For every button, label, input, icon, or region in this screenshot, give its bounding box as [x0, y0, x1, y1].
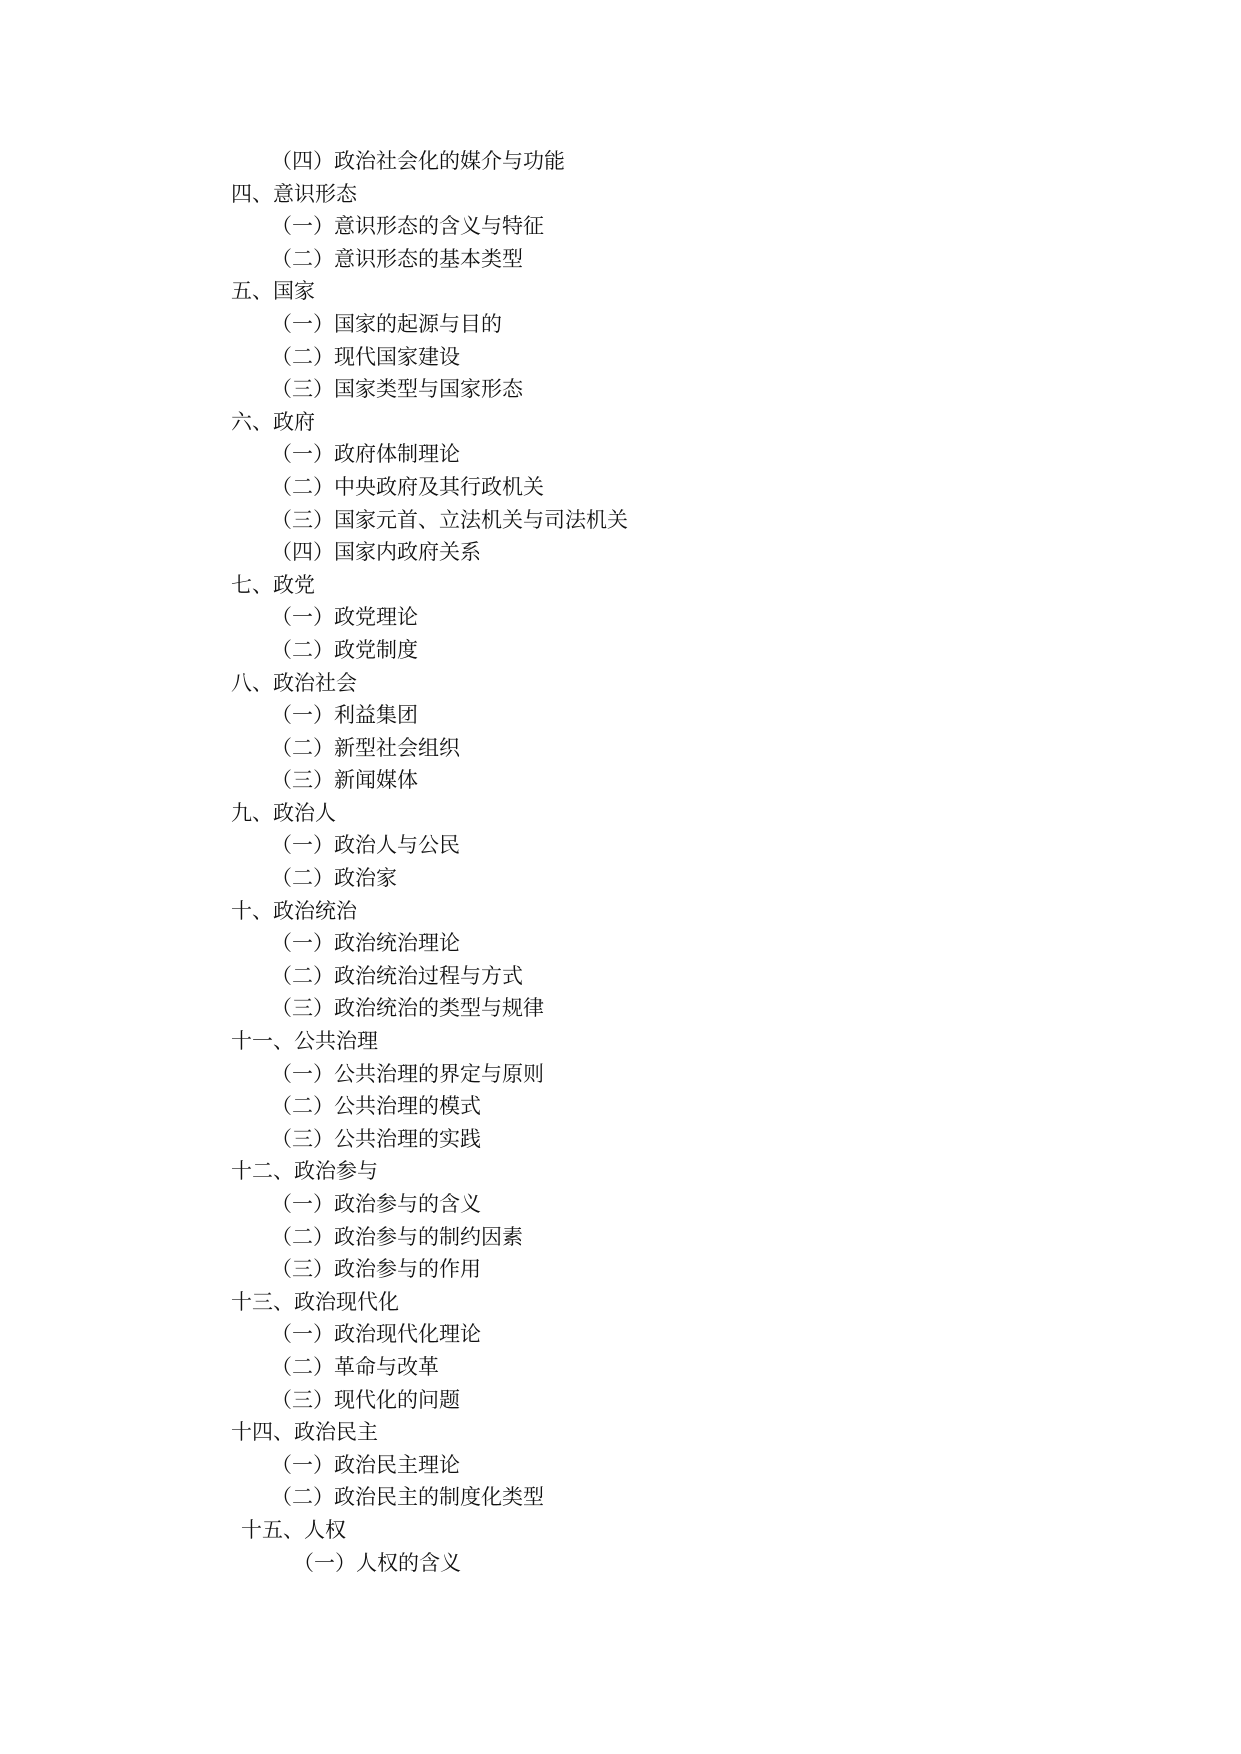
outline-subitem: （二）政治民主的制度化类型	[271, 1485, 544, 1510]
outline-subitem: （一）国家的起源与目的	[271, 311, 502, 336]
outline-subitem: （二）政治参与的制约因素	[271, 1224, 523, 1249]
outline-subitem: （二）政治统治过程与方式	[271, 963, 523, 988]
outline-subitem: （四）政治社会化的媒介与功能	[271, 149, 565, 173]
outline-subitem: （一）政府体制理论	[271, 442, 460, 467]
outline-subitem: （二）革命与改革	[271, 1354, 439, 1379]
outline-subitem: （二）中央政府及其行政机关	[271, 474, 544, 499]
outline-subitem: （三）政治参与的作用	[271, 1257, 481, 1282]
outline-heading: 十五、人权	[241, 1517, 346, 1542]
outline-subitem: （一）政治人与公民	[271, 833, 460, 858]
outline-subitem: （一）政治参与的含义	[271, 1192, 481, 1216]
outline-heading: 五、国家	[231, 279, 315, 304]
outline-subitem: （二）政治家	[271, 866, 397, 891]
outline-subitem: （一）政治民主理论	[271, 1452, 460, 1477]
outline-subitem: （二）现代国家建设	[271, 344, 460, 369]
outline-subitem: （四）国家内政府关系	[271, 540, 481, 565]
outline-subitem: （二）政党制度	[271, 637, 418, 662]
outline-subitem: （一）公共治理的界定与原则	[271, 1061, 544, 1086]
outline-subitem: （一）利益集团	[271, 703, 418, 728]
outline-heading: 十二、政治参与	[231, 1159, 378, 1184]
outline-subitem: （二）新型社会组织	[271, 735, 460, 760]
outline-subitem: （一）人权的含义	[293, 1550, 461, 1575]
outline-heading: 四、意识形态	[231, 181, 357, 206]
outline-heading: 十、政治统治	[231, 898, 357, 923]
outline-heading: 六、政府	[231, 409, 315, 434]
outline-heading: 十一、公共治理	[231, 1029, 378, 1054]
outline-heading: 九、政治人	[231, 800, 336, 825]
outline-heading: 十四、政治民主	[231, 1420, 378, 1445]
outline-subitem: （一）政党理论	[271, 605, 418, 630]
outline-subitem: （一）政治统治理论	[271, 931, 460, 956]
outline-subitem: （三）国家元首、立法机关与司法机关	[271, 507, 628, 532]
outline-subitem: （二）意识形态的基本类型	[271, 246, 523, 271]
outline-subitem: （三）政治统治的类型与规律	[271, 996, 544, 1021]
outline-subitem: （一）政治现代化理论	[271, 1322, 481, 1347]
document-outline	[0, 145, 1241, 1579]
outline-subitem: （一）意识形态的含义与特征	[271, 214, 544, 239]
outline-subitem: （二）公共治理的模式	[271, 1094, 481, 1119]
outline-subitem: （三）现代化的问题	[271, 1387, 460, 1412]
outline-subitem: （三）国家类型与国家形态	[271, 377, 523, 402]
outline-heading: 十三、政治现代化	[231, 1289, 399, 1314]
outline-subitem: （三）公共治理的实践	[271, 1126, 481, 1151]
outline-heading: 七、政党	[231, 572, 315, 597]
outline-subitem: （三）新闻媒体	[271, 768, 418, 793]
outline-heading: 八、政治社会	[231, 670, 357, 695]
